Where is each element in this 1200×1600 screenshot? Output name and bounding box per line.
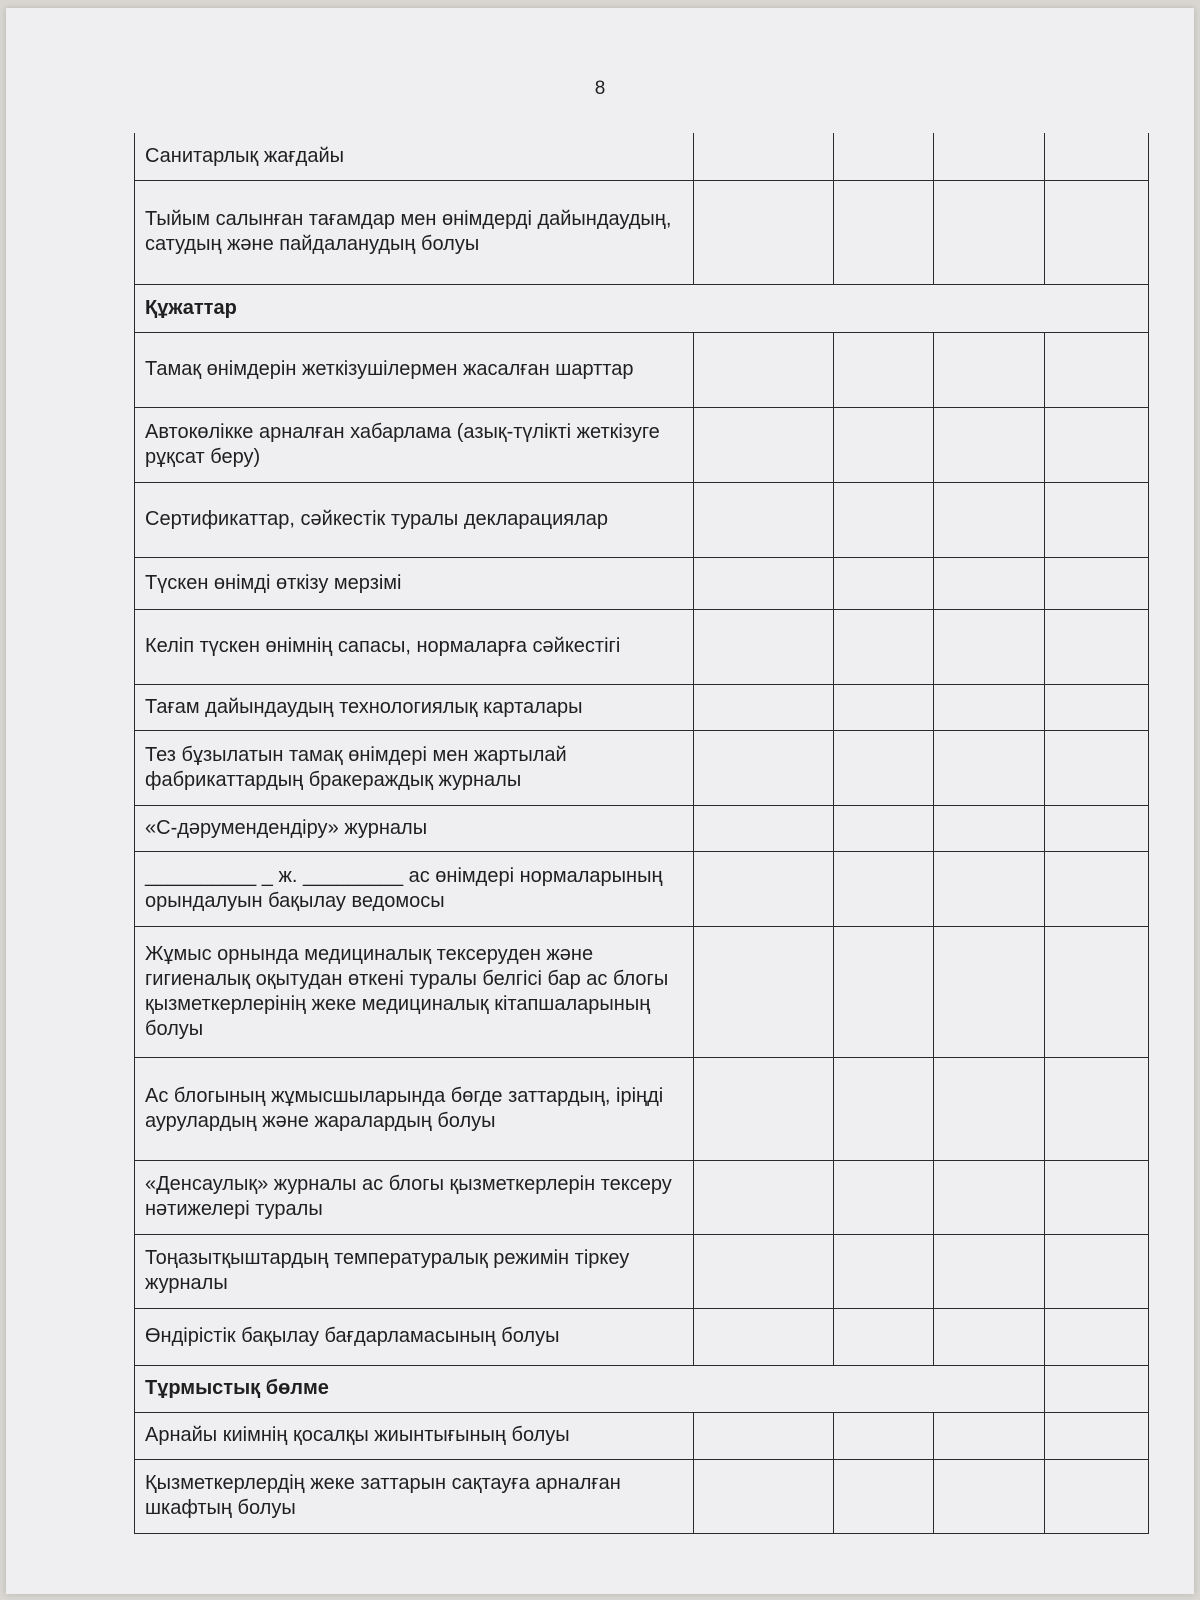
- checklist-blank-cell: [934, 730, 1045, 805]
- checklist-blank-cell: [834, 332, 934, 407]
- checklist-blank-cell: [1045, 1308, 1149, 1365]
- checklist-blank-cell: [1045, 926, 1149, 1057]
- checklist-blank-cell: [934, 180, 1045, 284]
- checklist-item-label: Тоңазытқыштардың температуралық режимін тіркеу журналы: [135, 1234, 694, 1308]
- checklist-blank-cell: [694, 180, 834, 284]
- checklist-blank-cell: [834, 180, 934, 284]
- checklist-blank-cell: [694, 407, 834, 482]
- checklist-item-label: Жұмыс орнында медициналық тексеруден және гигиеналық оқытудан өткені туралы белгісі бар ас блогы қызметкерлерінің жеке медициналық кітапшаларының болуы: [135, 926, 694, 1057]
- checklist-blank-cell: [934, 407, 1045, 482]
- checklist-blank-cell: [934, 1057, 1045, 1160]
- table-row: [135, 1234, 1149, 1308]
- checklist-blank-cell: [1045, 482, 1149, 557]
- checklist-item-label: __________ _ ж. _________ ас өнімдері нормаларының орындалуын бақылау ведомосы: [135, 851, 694, 926]
- checklist-blank-cell: [934, 1308, 1045, 1365]
- checklist-item-label: Келіп түскен өнімнің сапасы, нормаларға сәйкестігі: [135, 609, 694, 684]
- checklist-blank-cell: [834, 1234, 934, 1308]
- checklist-item-label: «С-дәрумендендіру» журналы: [135, 805, 694, 851]
- table-row: [135, 332, 1149, 407]
- table-row: [135, 1459, 1149, 1533]
- checklist-blank-cell: [694, 609, 834, 684]
- table-row: [135, 851, 1149, 926]
- checklist-blank-cell: [934, 557, 1045, 609]
- table-row: [135, 730, 1149, 805]
- checklist-blank-cell: [934, 133, 1045, 180]
- table-row: [135, 133, 1149, 180]
- document-page: [6, 8, 1194, 1594]
- table-row: [135, 1160, 1149, 1234]
- section-heading: Құжаттар: [135, 284, 1149, 332]
- checklist-blank-cell: [934, 1459, 1045, 1533]
- checklist-blank-cell: [1045, 1057, 1149, 1160]
- table-row: [135, 557, 1149, 609]
- checklist-blank-cell: [694, 332, 834, 407]
- checklist-table: [134, 133, 1149, 1534]
- checklist-blank-cell: [694, 926, 834, 1057]
- checklist-blank-cell: [934, 609, 1045, 684]
- checklist-blank-cell: [934, 1412, 1045, 1459]
- table-row: [135, 482, 1149, 557]
- table-row: [135, 926, 1149, 1057]
- checklist-blank-cell: [1045, 730, 1149, 805]
- checklist-item-label: Сертификаттар, сәйкестік туралы декларациялар: [135, 482, 694, 557]
- checklist-blank-cell: [1045, 851, 1149, 926]
- checklist-blank-cell: [1045, 180, 1149, 284]
- table-row: [135, 284, 1149, 332]
- checklist-blank-cell: [694, 684, 834, 730]
- section-heading: Тұрмыстық бөлме: [135, 1365, 1045, 1412]
- checklist-item-label: Өндірістік бақылау бағдарламасының болуы: [135, 1308, 694, 1365]
- checklist-blank-cell: [834, 805, 934, 851]
- checklist-item-label: Тыйым салынған тағамдар мен өнімдерді дайындаудың, сатудың және пайдаланудың болуы: [135, 180, 694, 284]
- checklist-blank-cell: [694, 1234, 834, 1308]
- checklist-blank-cell: [934, 684, 1045, 730]
- page-number: 8: [594, 78, 606, 99]
- checklist-blank-cell: [694, 1160, 834, 1234]
- checklist-blank-cell: [1045, 1234, 1149, 1308]
- checklist-blank-cell: [694, 1459, 834, 1533]
- checklist-item-label: Тағам дайындаудың технологиялық карталары: [135, 684, 694, 730]
- checklist-blank-cell: [1045, 1365, 1149, 1412]
- checklist-blank-cell: [694, 730, 834, 805]
- checklist-blank-cell: [1045, 1459, 1149, 1533]
- table-row: [135, 1308, 1149, 1365]
- checklist-blank-cell: [1045, 609, 1149, 684]
- checklist-item-label: Автокөлікке арналған хабарлама (азық-түлікті жеткізуге рұқсат беру): [135, 407, 694, 482]
- checklist-blank-cell: [694, 805, 834, 851]
- checklist-blank-cell: [834, 1412, 934, 1459]
- checklist-blank-cell: [834, 482, 934, 557]
- checklist-blank-cell: [1045, 407, 1149, 482]
- table-row: [135, 1412, 1149, 1459]
- checklist-blank-cell: [834, 557, 934, 609]
- checklist-blank-cell: [694, 1308, 834, 1365]
- checklist-blank-cell: [1045, 805, 1149, 851]
- table-row: [135, 684, 1149, 730]
- checklist-blank-cell: [694, 557, 834, 609]
- checklist-blank-cell: [934, 851, 1045, 926]
- checklist-blank-cell: [834, 609, 934, 684]
- checklist-item-label: Қызметкерлердің жеке заттарын сақтауға арналған шкафтың болуы: [135, 1459, 694, 1533]
- checklist-item-label: Түскен өнімді өткізу мерзімі: [135, 557, 694, 609]
- table-row: [135, 180, 1149, 284]
- checklist-blank-cell: [694, 1412, 834, 1459]
- checklist-blank-cell: [834, 1160, 934, 1234]
- checklist-item-label: Арнайы киімнің қосалқы жиынтығының болуы: [135, 1412, 694, 1459]
- checklist-blank-cell: [1045, 332, 1149, 407]
- checklist-item-label: Ас блогының жұмысшыларында бөгде заттардың, іріңді аурулардың және жаралардың болуы: [135, 1057, 694, 1160]
- checklist-blank-cell: [694, 482, 834, 557]
- checklist-blank-cell: [694, 851, 834, 926]
- checklist-blank-cell: [694, 1057, 834, 1160]
- checklist-blank-cell: [934, 926, 1045, 1057]
- checklist-blank-cell: [934, 1234, 1045, 1308]
- checklist-blank-cell: [834, 133, 934, 180]
- checklist-blank-cell: [934, 332, 1045, 407]
- checklist-blank-cell: [834, 407, 934, 482]
- checklist-blank-cell: [934, 805, 1045, 851]
- checklist-blank-cell: [834, 730, 934, 805]
- checklist-blank-cell: [834, 1057, 934, 1160]
- checklist-blank-cell: [834, 684, 934, 730]
- checklist-item-label: «Денсаулық» журналы ас блогы қызметкерлерін тексеру нәтижелері туралы: [135, 1160, 694, 1234]
- checklist-blank-cell: [834, 926, 934, 1057]
- checklist-blank-cell: [934, 1160, 1045, 1234]
- table-row: [135, 1365, 1149, 1412]
- table-row: [135, 407, 1149, 482]
- checklist-blank-cell: [934, 482, 1045, 557]
- checklist-blank-cell: [834, 1308, 934, 1365]
- table-row: [135, 805, 1149, 851]
- checklist-item-label: Тез бұзылатын тамақ өнімдері мен жартылай фабрикаттардың бракераждық журналы: [135, 730, 694, 805]
- checklist-blank-cell: [834, 1459, 934, 1533]
- checklist-blank-cell: [1045, 557, 1149, 609]
- checklist-item-label: Санитарлық жағдайы: [135, 133, 694, 180]
- checklist-blank-cell: [834, 851, 934, 926]
- table-row: [135, 1057, 1149, 1160]
- checklist-blank-cell: [694, 133, 834, 180]
- checklist-blank-cell: [1045, 1412, 1149, 1459]
- checklist-blank-cell: [1045, 684, 1149, 730]
- table-row: [135, 609, 1149, 684]
- checklist-item-label: Тамақ өнімдерін жеткізушілермен жасалған шарттар: [135, 332, 694, 407]
- checklist-blank-cell: [1045, 133, 1149, 180]
- checklist-blank-cell: [1045, 1160, 1149, 1234]
